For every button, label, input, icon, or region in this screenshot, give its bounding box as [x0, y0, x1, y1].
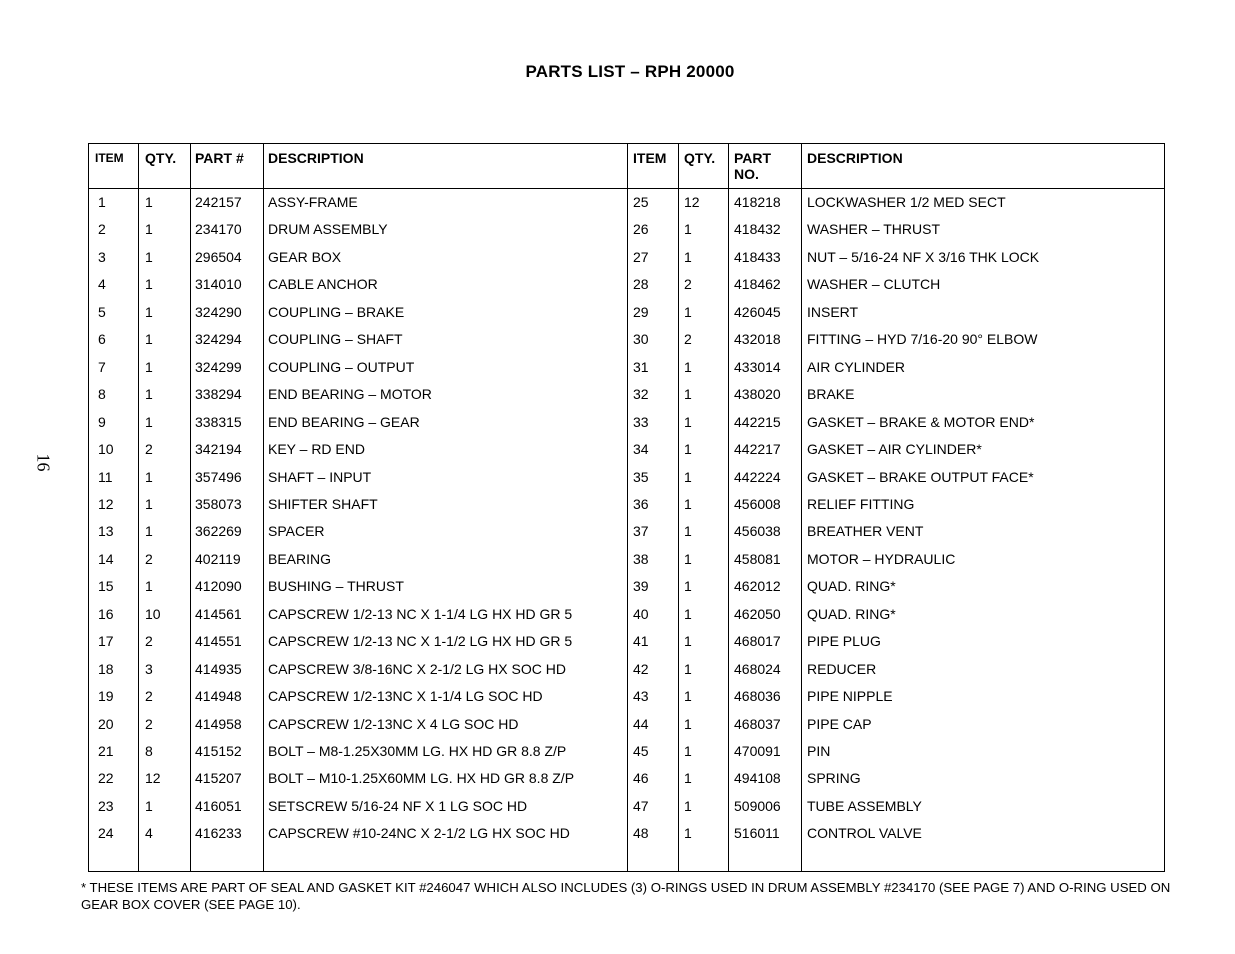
description-cell: COUPLING – OUTPUT	[268, 358, 415, 375]
description-cell: TUBE ASSEMBLY	[807, 797, 922, 814]
part-number-cell: 418432	[734, 221, 781, 238]
part-number-cell: 402119	[195, 550, 241, 567]
description-cell: GASKET – BRAKE OUTPUT FACE*	[807, 468, 1034, 485]
description-cell: DRUM ASSEMBLY	[268, 221, 388, 238]
description-cell: BREATHER VENT	[807, 523, 924, 540]
item-number-cell: 11	[98, 468, 113, 485]
part-number-cell: 470091	[734, 743, 781, 759]
quantity-cell: 1	[684, 633, 692, 650]
description-cell: QUAD. RING*	[807, 578, 896, 595]
item-number-cell: 41	[633, 633, 649, 650]
quantity-cell: 1	[145, 221, 153, 238]
description-cell: CAPSCREW 1/2-13 NC X 1-1/4 LG HX HD GR 5	[268, 605, 573, 622]
quantity-cell: 1	[684, 303, 692, 320]
item-number-cell: 15	[98, 578, 114, 595]
description-cell: CAPSCREW 3/8-16NC X 2-1/2 LG HX SOC HD	[268, 660, 566, 677]
item-number-cell: 38	[633, 550, 649, 567]
quantity-cell: 1	[145, 331, 153, 348]
item-number-cell: 37	[633, 523, 649, 540]
quantity-cell: 10	[145, 605, 161, 622]
part-number-cell: 462050	[734, 605, 781, 622]
description-cell: CONTROL VALVE	[807, 825, 922, 842]
part-number-cell: 458081	[734, 550, 781, 567]
quantity-cell: 4	[145, 825, 153, 842]
description-cell: WASHER – THRUST	[807, 221, 941, 238]
quantity-cell: 1	[684, 441, 692, 458]
quantity-cell: 1	[684, 605, 692, 622]
description-cell: QUAD. RING*	[807, 605, 896, 622]
description-cell: SHAFT – INPUT	[268, 468, 372, 485]
quantity-cell: 1	[684, 797, 692, 814]
quantity-cell: 1	[684, 660, 692, 677]
description-cell: SPRING	[807, 770, 861, 787]
description-cell: CAPSCREW 1/2-13NC X 1-1/4 LG SOC HD	[268, 688, 543, 705]
part-number-cell: 414935	[195, 660, 242, 677]
column-divider	[190, 144, 191, 871]
quantity-cell: 1	[145, 358, 153, 375]
part-number-cell: 338294	[195, 386, 242, 403]
part-number-cell: 414561	[195, 605, 242, 622]
item-number-cell: 2	[98, 221, 106, 238]
quantity-cell: 1	[684, 578, 692, 595]
part-number-cell: 412090	[195, 578, 242, 595]
item-number-cell: 44	[633, 715, 649, 732]
part-number-cell: 418462	[734, 276, 781, 293]
description-cell: SETSCREW 5/16-24 NF X 1 LG SOC HD	[268, 797, 528, 814]
description-cell: CAPSCREW 1/2-13NC X 4 LG SOC HD	[268, 715, 519, 732]
item-number-cell: 30	[633, 331, 649, 348]
description-cell: RELIEF FITTING	[807, 495, 915, 512]
quantity-cell: 2	[684, 276, 692, 293]
description-cell: CABLE ANCHOR	[268, 276, 378, 293]
item-number-cell: 46	[633, 770, 649, 787]
quantity-cell: 1	[145, 468, 153, 485]
part-number-cell: 438020	[734, 386, 781, 403]
quantity-cell: 1	[684, 248, 692, 265]
part-number-cell: 516011	[734, 825, 780, 842]
item-number-cell: 9	[98, 413, 106, 430]
item-number-cell: 10	[98, 441, 114, 458]
page-number: 16	[33, 453, 54, 472]
item-number-cell: 26	[633, 221, 649, 238]
item-number-cell: 16	[98, 605, 114, 622]
item-number-cell: 27	[633, 248, 649, 265]
item-number-cell: 1	[98, 194, 106, 210]
part-number-cell: 362269	[195, 523, 242, 540]
description-cell: NUT – 5/16-24 NF X 3/16 THK LOCK	[807, 248, 1040, 265]
quantity-cell: 1	[684, 688, 692, 705]
header-qty: QTY.	[145, 150, 177, 166]
item-number-cell: 12	[98, 495, 114, 512]
part-number-cell: 426045	[734, 303, 781, 320]
quantity-cell: 1	[684, 715, 692, 732]
part-number-cell: 296504	[195, 248, 242, 265]
item-number-cell: 3	[98, 248, 106, 265]
item-number-cell: 21	[98, 743, 114, 759]
item-number-cell: 19	[98, 688, 114, 705]
description-cell: PIPE CAP	[807, 715, 872, 732]
quantity-cell: 1	[145, 523, 153, 540]
description-cell: BOLT – M8-1.25X30MM LG. HX HD GR 8.8 Z/P	[268, 743, 567, 759]
part-number-cell: 468024	[734, 660, 781, 677]
item-number-cell: 35	[633, 468, 649, 485]
item-number-cell: 4	[98, 276, 106, 293]
quantity-cell: 1	[684, 221, 692, 238]
item-number-cell: 18	[98, 660, 114, 677]
part-number-cell: 468037	[734, 715, 781, 732]
item-number-cell: 47	[633, 797, 649, 814]
description-cell: SHIFTER SHAFT	[268, 495, 378, 512]
part-number-cell: 468017	[734, 633, 781, 650]
item-number-cell: 25	[633, 194, 649, 210]
item-number-cell: 29	[633, 303, 649, 320]
column-divider	[627, 144, 628, 871]
header-description-2: DESCRIPTION	[807, 150, 903, 166]
item-number-cell: 34	[633, 441, 649, 458]
header-item-2: ITEM	[633, 150, 667, 166]
quantity-cell: 2	[145, 688, 153, 705]
description-cell: CAPSCREW 1/2-13 NC X 1-1/2 LG HX HD GR 5	[268, 633, 573, 650]
item-number-cell: 40	[633, 605, 649, 622]
quantity-cell: 12	[145, 770, 161, 787]
column-divider	[801, 144, 802, 871]
item-number-cell: 7	[98, 358, 106, 375]
item-number-cell: 28	[633, 276, 649, 293]
part-number-cell: 242157	[195, 194, 242, 210]
column-divider	[728, 144, 729, 871]
quantity-cell: 1	[684, 523, 692, 540]
description-cell: FITTING – HYD 7/16-20 90° ELBOW	[807, 331, 1038, 348]
description-cell: REDUCER	[807, 660, 877, 677]
item-number-cell: 6	[98, 331, 106, 348]
item-number-cell: 32	[633, 386, 649, 403]
part-number-cell: 414958	[195, 715, 242, 732]
part-number-cell: 442217	[734, 441, 781, 458]
part-number-cell: 442215	[734, 413, 781, 430]
part-number-cell: 234170	[195, 221, 242, 238]
quantity-cell: 12	[684, 194, 700, 210]
quantity-cell: 2	[145, 441, 153, 458]
footnote: * THESE ITEMS ARE PART OF SEAL AND GASKET KIT #246047 WHICH ALSO INCLUDES (3) O-RINGS USED IN DRUM ASSEMBLY #234170 (SEE PAGE 7) AND O-RING USED ON GEAR BOX COVER (SEE PAGE 10).	[81, 880, 1171, 912]
quantity-cell: 3	[145, 660, 153, 677]
part-number-cell: 415152	[195, 743, 242, 759]
description-cell: ASSY-FRAME	[268, 194, 358, 210]
description-cell: BOLT – M10-1.25X60MM LG. HX HD GR 8.8 Z/P	[268, 770, 575, 787]
quantity-cell: 1	[684, 770, 692, 787]
column-divider	[263, 144, 264, 871]
description-cell: BRAKE	[807, 386, 855, 403]
header-part: PART #	[195, 150, 244, 166]
part-number-cell: 494108	[734, 770, 781, 787]
description-cell: BUSHING – THRUST	[268, 578, 404, 595]
quantity-cell: 1	[684, 413, 692, 430]
part-number-cell: 416233	[195, 825, 242, 842]
part-number-cell: 468036	[734, 688, 781, 705]
part-number-cell: 414948	[195, 688, 242, 705]
part-number-cell: 462012	[734, 578, 781, 595]
part-number-cell: 314010	[195, 276, 242, 293]
quantity-cell: 1	[145, 386, 153, 403]
description-cell: SPACER	[268, 523, 325, 540]
part-number-cell: 338315	[195, 413, 242, 430]
item-number-cell: 22	[98, 770, 114, 787]
part-number-cell: 442224	[734, 468, 781, 485]
item-number-cell: 5	[98, 303, 106, 320]
description-cell: COUPLING – SHAFT	[268, 331, 403, 348]
quantity-cell: 1	[145, 194, 153, 210]
item-number-cell: 43	[633, 688, 649, 705]
part-number-cell: 432018	[734, 331, 781, 348]
part-number-cell: 456008	[734, 495, 781, 512]
description-cell: AIR CYLINDER	[807, 358, 906, 375]
quantity-cell: 1	[145, 797, 153, 814]
header-item: ITEM	[95, 151, 124, 165]
description-cell: GASKET – BRAKE & MOTOR END*	[807, 413, 1035, 430]
quantity-cell: 1	[145, 276, 153, 293]
description-cell: END BEARING – MOTOR	[268, 386, 432, 403]
page-title: PARTS LIST – RPH 20000	[525, 62, 735, 81]
quantity-cell: 1	[684, 495, 692, 512]
part-number-cell: 456038	[734, 523, 781, 540]
description-cell: GEAR BOX	[268, 248, 342, 265]
quantity-cell: 2	[145, 633, 153, 650]
item-number-cell: 36	[633, 495, 649, 512]
quantity-cell: 1	[684, 386, 692, 403]
quantity-cell: 1	[684, 825, 692, 842]
quantity-cell: 1	[145, 303, 153, 320]
item-number-cell: 42	[633, 660, 649, 677]
part-number-cell: 358073	[195, 495, 242, 512]
header-qty-2: QTY.	[684, 150, 716, 166]
quantity-cell: 1	[145, 413, 153, 430]
description-cell: LOCKWASHER 1/2 MED SECT	[807, 194, 1006, 210]
part-number-cell: 324299	[195, 358, 242, 375]
description-cell: KEY – RD END	[268, 441, 365, 458]
item-number-cell: 20	[98, 715, 114, 732]
quantity-cell: 2	[145, 550, 153, 567]
quantity-cell: 1	[684, 468, 692, 485]
column-divider	[138, 144, 139, 871]
quantity-cell: 1	[145, 495, 153, 512]
item-number-cell: 13	[98, 523, 114, 540]
description-cell: PIPE PLUG	[807, 633, 881, 650]
quantity-cell: 1	[684, 550, 692, 567]
item-number-cell: 24	[98, 825, 114, 842]
item-number-cell: 23	[98, 797, 114, 814]
quantity-cell: 1	[684, 358, 692, 375]
description-cell: COUPLING – BRAKE	[268, 303, 405, 320]
part-number-cell: 324294	[195, 331, 242, 348]
description-cell: INSERT	[807, 303, 859, 320]
item-number-cell: 14	[98, 550, 114, 567]
quantity-cell: 1	[145, 578, 153, 595]
item-number-cell: 31	[633, 358, 649, 375]
description-cell: CAPSCREW #10-24NC X 2-1/2 LG HX SOC HD	[268, 825, 570, 842]
parts-table	[88, 143, 1165, 872]
part-number-cell: 418433	[734, 248, 781, 265]
item-number-cell: 39	[633, 578, 649, 595]
part-number-cell: 342194	[195, 441, 242, 458]
description-cell: WASHER – CLUTCH	[807, 276, 941, 293]
part-number-cell: 509006	[734, 797, 781, 814]
description-cell: BEARING	[268, 550, 332, 567]
item-number-cell: 45	[633, 743, 649, 759]
quantity-cell: 2	[145, 715, 153, 732]
item-number-cell: 33	[633, 413, 649, 430]
quantity-cell: 8	[145, 743, 153, 759]
description-cell: PIPE NIPPLE	[807, 688, 893, 705]
quantity-cell: 1	[145, 248, 153, 265]
description-cell: GASKET – AIR CYLINDER*	[807, 441, 982, 458]
column-divider	[678, 144, 679, 871]
part-number-cell: 357496	[195, 468, 242, 485]
part-number-cell: 324290	[195, 303, 242, 320]
part-number-cell: 433014	[734, 358, 781, 375]
description-cell: MOTOR – HYDRAULIC	[807, 550, 956, 567]
header-description: DESCRIPTION	[268, 150, 364, 166]
description-cell: PIN	[807, 743, 831, 759]
quantity-cell: 1	[684, 743, 692, 759]
part-number-cell: 418218	[734, 194, 781, 210]
part-number-cell: 416051	[195, 797, 242, 814]
description-cell: END BEARING – GEAR	[268, 413, 420, 430]
item-number-cell: 48	[633, 825, 649, 842]
part-number-cell: 414551	[195, 633, 242, 650]
quantity-cell: 2	[684, 331, 692, 348]
part-number-cell: 415207	[195, 770, 242, 787]
item-number-cell: 8	[98, 386, 106, 403]
header-part-no: PART NO.	[734, 150, 772, 182]
item-number-cell: 17	[98, 633, 114, 650]
